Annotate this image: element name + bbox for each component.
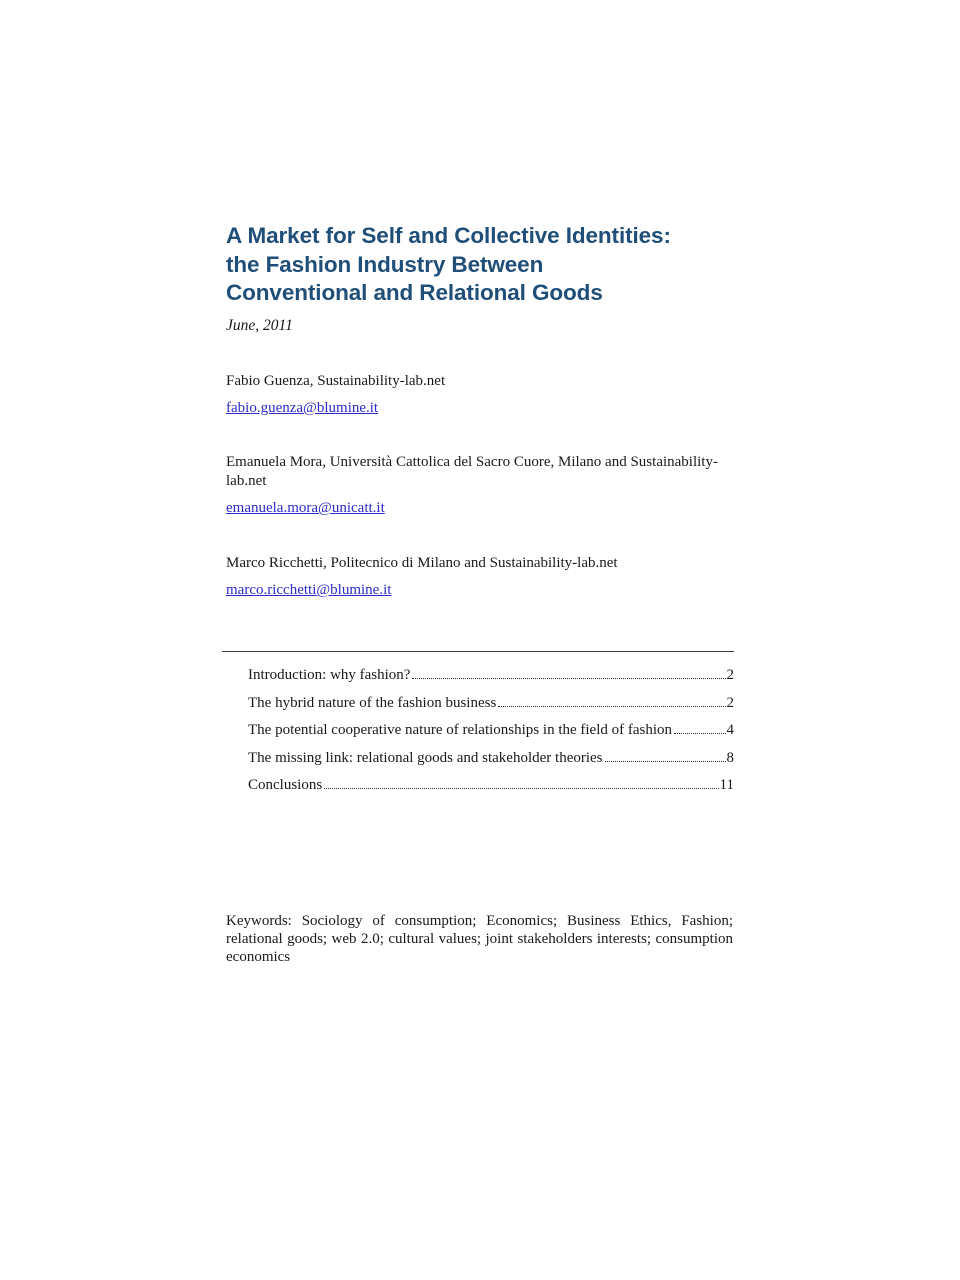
toc-entry-page-number: 11 [719,777,734,793]
dot-leader [674,733,725,734]
toc-entry-cooperative-nature [248,721,734,740]
dot-leader [605,761,726,762]
author-block-2 [226,453,734,518]
toc-entry-label: Conclusions [248,777,323,793]
toc-entry-page-number: 2 [726,667,734,683]
toc-entry-page-number: 8 [726,749,734,766]
toc-entry-introduction [248,666,734,685]
toc-entry-label: The hybrid nature of the fashion business [248,694,497,711]
author-block-1 [226,372,734,418]
author-1-email-link[interactable]: fabio.guenza@blumine.it [226,400,379,416]
publication-date: June, 2011 [226,317,293,334]
title-line-3: Conventional and Relational Goods [226,280,603,305]
toc-entry-page-number: 4 [726,722,734,738]
toc-entry-label: The missing link: relational goods and stakeholder theories [248,749,603,766]
table-of-contents [248,666,734,804]
toc-entry-page-number: 2 [726,694,734,711]
page-title [226,222,671,308]
title-line-2: the Fashion Industry Between [226,251,544,277]
document-page [226,0,734,1280]
author-2-email-link[interactable]: emanuela.mora@unicatt.it [226,500,385,516]
toc-entry-label: The potential cooperative nature of relationships in the field of fashion [248,722,673,738]
toc-entry-hybrid-nature [248,694,734,713]
author-2-affiliation: Emanuela Mora, Università Cattolica del Sacro Cuore, Milano and Sustainability-lab.net [226,454,718,489]
keywords-paragraph: Keywords: Sociology of consumption; Economics; Business Ethics, Fashion; relational goods; web 2.0; cultural values; joint stakeholders interests; consumption economics [226,913,733,965]
toc-divider-line [222,651,734,652]
dot-leader [324,788,718,789]
author-block-3 [226,554,734,600]
author-3-affiliation: Marco Ricchetti, Politecnico di Milano and Sustainability-lab.net [226,555,618,571]
toc-entry-conclusions [248,776,734,795]
title-line-1: A Market for Self and Collective Identities: [226,223,671,248]
toc-entry-label: Introduction: why fashion? [248,667,411,683]
author-1-affiliation: Fabio Guenza, Sustainability-lab.net [226,373,446,389]
dot-leader [412,678,725,679]
author-3-email-link[interactable]: marco.ricchetti@blumine.it [226,582,392,598]
toc-entry-missing-link [248,749,734,768]
dot-leader [498,706,725,707]
